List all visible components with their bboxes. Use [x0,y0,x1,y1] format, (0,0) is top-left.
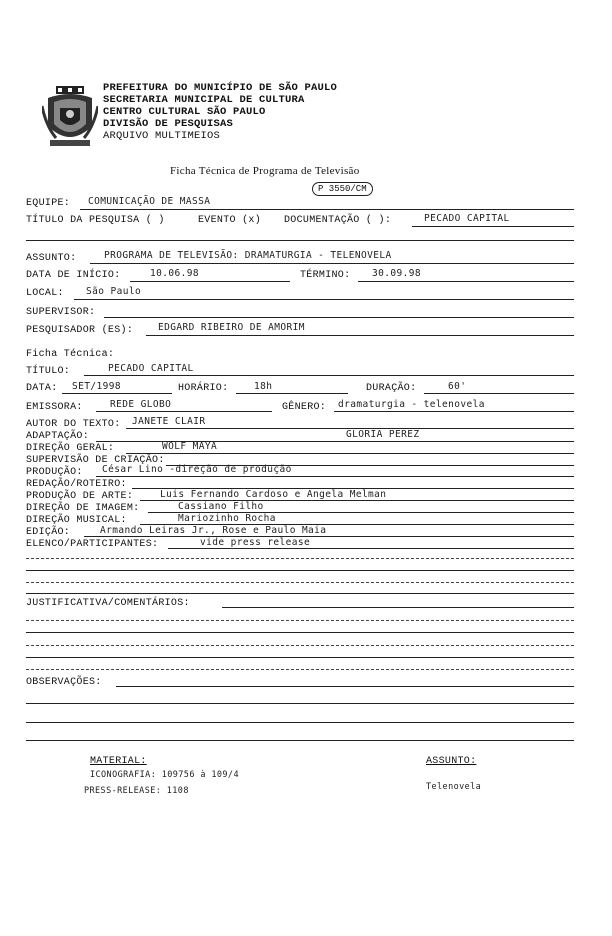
termino-label: TÉRMINO: [300,270,351,281]
direcao-geral-value: WOLF MAYA [162,441,218,452]
termino-value: 30.09.98 [372,268,421,279]
assunto-label: ASSUNTO: [26,253,77,264]
emissora-label: EMISSORA: [26,402,83,413]
equipe-label: EQUIPE: [26,198,71,209]
ficha-data-label: DATA: [26,383,58,394]
material-label: MATERIAL: [90,756,147,767]
form-title: Ficha Técnica de Programa de Televisão [170,165,360,177]
adaptacao-label: ADAPTAÇÃO: [26,431,90,442]
ficha-data-value: SET/1998 [72,381,121,392]
city-crest-seal [42,86,98,148]
redacao-label: REDAÇÃO/ROTEIRO: [26,479,127,490]
autor-label: AUTOR DO TEXTO: [26,419,121,430]
observacoes-label: OBSERVAÇÕES: [26,677,102,688]
iconografia-value: ICONOGRAFIA: 109756 à 109/4 [90,770,239,780]
ficha-titulo-label: TÍTULO: [26,366,71,377]
elenco-label: ELENCO/PARTICIPANTES: [26,539,159,550]
ficha-heading: Ficha Técnica: [26,349,115,360]
header-line-1: PREFEITURA DO MUNICÍPIO DE SÃO PAULO [103,82,338,94]
edicao-value: Armando Leiras Jr., Rose e Paulo Maia [100,525,327,536]
direcao-geral-label: DIREÇÃO GERAL: [26,443,115,454]
data-inicio-label: DATA DE INÍCIO: [26,270,121,281]
titulo-pesquisa-label: TÍTULO DA PESQUISA ( ) [26,215,165,226]
direcao-musical-label: DIREÇÃO MUSICAL: [26,515,127,526]
duracao-value: 60' [448,381,467,392]
direcao-musical-value: Mariozinho Rocha [178,513,276,524]
equipe-value: COMUNICAÇÃO DE MASSA [88,196,211,207]
genero-value: dramaturgia - telenovela [338,399,485,410]
ficha-titulo-value: PECADO CAPITAL [108,363,194,374]
data-inicio-value: 10.06.98 [150,268,199,279]
justificativa-label: JUSTIFICATIVA/COMENTÁRIOS: [26,598,190,609]
header-line-3: CENTRO CULTURAL SÃO PAULO [103,106,266,118]
local-value: São Paulo [86,286,142,297]
pesquisador-label: PESQUISADOR (ES): [26,325,134,336]
adaptacao-value: GLORIA PEREZ [346,429,420,440]
press-release-value: PRESS-RELEASE: 1108 [84,786,189,796]
direcao-imagem-label: DIREÇÃO DE IMAGEM: [26,503,140,514]
footer-assunto-value: Telenovela [426,782,482,792]
registration-stamp: P 3550/CM [312,182,373,196]
local-label: LOCAL: [26,288,64,299]
producao-arte-value: Luis Fernando Cardoso e Angela Melman [160,489,387,500]
duracao-label: DURAÇÃO: [366,383,417,394]
producao-value: César Lino -direção de produção [102,464,292,475]
supervisao-label: SUPERVISÃO DE CRIAÇÃO: [26,455,165,466]
elenco-value: vide press release [200,537,311,548]
producao-arte-label: PRODUÇÃO DE ARTE: [26,491,134,502]
documentacao-value: PECADO CAPITAL [424,213,510,224]
producao-label: PRODUÇÃO: [26,467,83,478]
header-line-2: SECRETARIA MUNICIPAL DE CULTURA [103,94,305,106]
documentacao-label: DOCUMENTAÇÃO ( ): [284,215,392,226]
header-line-5: ARQUIVO MULTIMEIOS [103,130,221,142]
pesquisador-value: EDGARD RIBEIRO DE AMORIM [158,322,305,333]
horario-value: 18h [254,381,273,392]
emissora-value: REDE GLOBO [110,399,172,410]
footer-assunto-label: ASSUNTO: [426,756,477,767]
genero-label: GÊNERO: [282,402,327,413]
evento-label: EVENTO (x) [198,215,262,226]
horario-label: HORÁRIO: [178,383,229,394]
assunto-value: PROGRAMA DE TELEVISÃO: DRAMATURGIA - TELENOVELA [104,250,392,261]
direcao-imagem-value: Cassiano Filho [178,501,264,512]
supervisor-label: SUPERVISOR: [26,307,96,318]
header-line-4: DIVISÃO DE PESQUISAS [103,118,234,130]
autor-value: JANETE CLAIR [132,416,206,427]
edicao-label: EDIÇÃO: [26,527,71,538]
